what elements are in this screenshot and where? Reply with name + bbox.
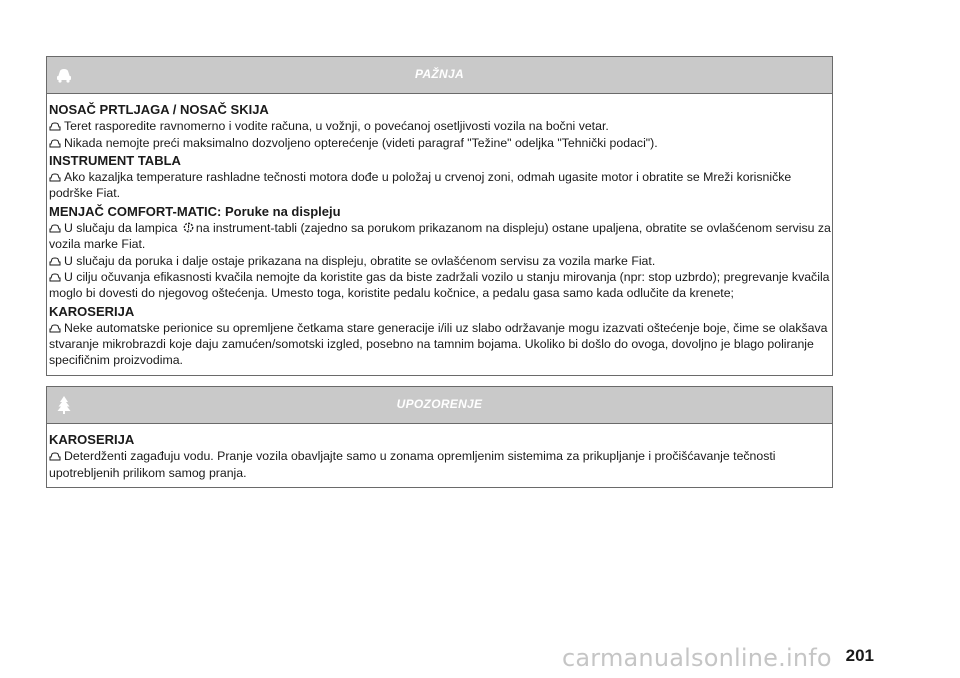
list-item: Ako kazaljka temperature rashladne tečnosti motora dođe u položaj u crvenoj zoni, odmah ugasite motor i obratite se Mreži korisničke podrške Fiat. <box>49 170 792 201</box>
environment-box <box>46 386 833 488</box>
list-item: Nikada nemojte preći maksimalno dozvoljeno opterećenje (videti paragraf "Težine" odeljka "Tehnički podaci"). <box>49 135 832 151</box>
list-item: Neke automatske perionice su opremljene četkama stare generacije i/ili uz slabo održavanje mogu izazvati oštećenje boje, čime se olakšava stvaranje mikrobrazdi koje daju zamućen/somotski izgled, posebno na tamnim bojama. Ukoliko bi došlo do ovoga, dovoljno je blago poliranje specifičnim proizvodima. <box>49 320 828 368</box>
list-item: U cilju očuvanja efikasnosti kvačila nemojte da koristite gas da biste zadržali vozilo u stanju mirovanja (npr: stop uzbrdo); pregrevanje kvačila moglo bi dovesti do njegovog oštećenja. Umesto toga, koristite pedalu kočnice, a pedalu gasa samo kada odlučite da krenete; <box>49 269 830 301</box>
car-bullet-icon <box>49 257 61 266</box>
section-heading-instrument-panel: INSTRUMENT TABLA <box>49 152 181 168</box>
car-bullet-icon <box>49 452 61 461</box>
warning-box-body <box>47 94 832 375</box>
car-bullet-icon <box>49 122 61 131</box>
car-bullet-icon <box>49 324 61 333</box>
warning-box-header <box>47 57 832 94</box>
environment-box-body <box>47 424 832 487</box>
car-bullet-icon <box>49 273 61 282</box>
section-heading-comfort-matic: MENJAČ COMFORT-MATIC: Poruke na displeju <box>49 203 341 219</box>
section-heading-body: KAROSERIJA <box>49 303 135 319</box>
car-bullet-icon <box>49 224 61 233</box>
environment-box-header <box>47 387 832 424</box>
car-bullet-icon <box>49 139 61 148</box>
page-number: 201 <box>845 646 874 665</box>
warning-box-title: PAŽNJA <box>415 67 464 81</box>
list-item: U slučaju da poruka i dalje ostaje prikazana na displeju, obratite se ovlašćenom servisu za vozila marke Fiat. <box>49 253 832 269</box>
environment-box-title: UPOZORENJE <box>396 397 483 411</box>
gearbox-warning-icon <box>182 221 195 234</box>
list-item: Deterdženti zagađuju vodu. Pranje vozila obavljajte samo u zonama opremljenim sistemima za prikupljanje i pročišćavanje tečnosti upotrebljenih prilikom samog pranja. <box>49 449 776 480</box>
section-heading-body-env: KAROSERIJA <box>49 432 135 447</box>
warning-box <box>46 56 833 376</box>
list-item: Teret rasporedite ravnomerno i vodite računa, u vožnji, o povećanoj osetljivosti vozila na bočni vetar. <box>49 118 832 134</box>
watermark: carmanualsonline.info <box>562 644 832 672</box>
section-heading-roof-rack: NOSAČ PRTLJAGA / NOSAČ SKIJA <box>49 102 269 117</box>
list-item: U slučaju da lampica na instrument-tabli (zajedno sa porukom prikazanom na displeju) ostane upaljena, obratite se ovlašćenom servisu za vozila marke Fiat. <box>49 221 831 252</box>
car-bullet-icon <box>49 173 61 182</box>
